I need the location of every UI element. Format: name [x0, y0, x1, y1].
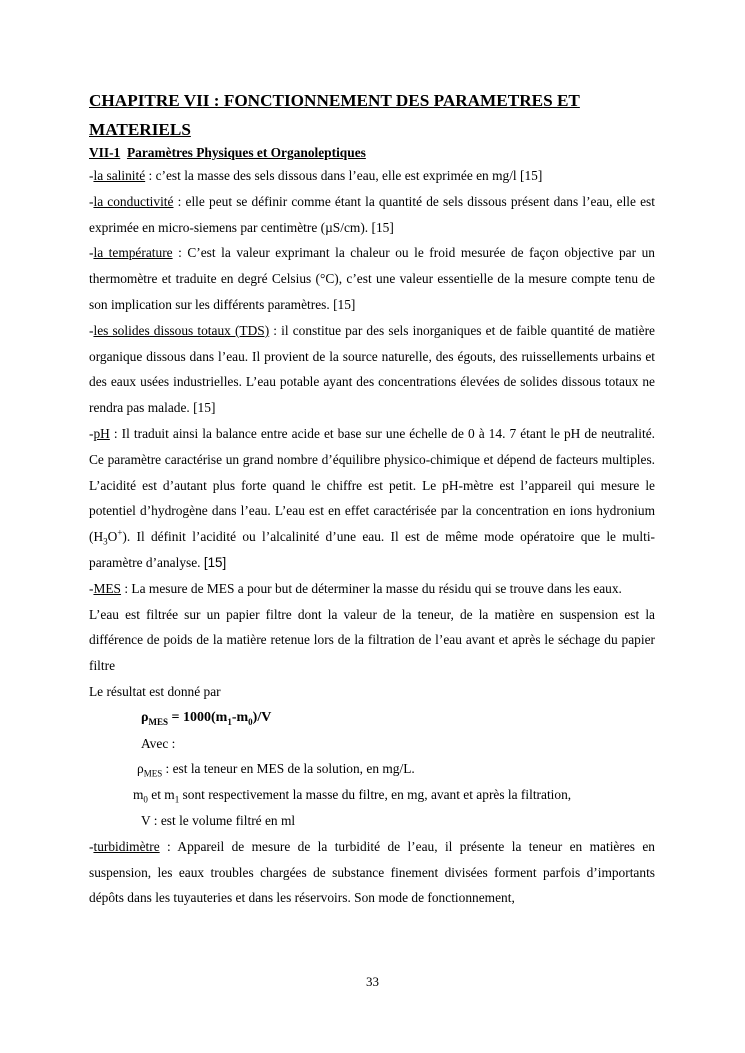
page-number: 33: [366, 974, 379, 989]
text-ph-a: : Il traduit ainsi la balance entre acide et base sur une échelle de 0 à 14. 7 étant le pH de neutralité. Ce paramètre caractérise un grand nombre d’équilibre physico-chimique et dépend de facteurs multiples. L’acidité est d’autant plus forte quand le chiffre est petit. Le pH-mètre est l’appareil qui mesure le potentiel d’hydrogène dans l’eau. L’eau est en effet caractérisée par la concentration en ions hydronium (H: [89, 425, 655, 545]
term-conductivite: la conductivité: [93, 193, 174, 209]
ph-sub: 3: [103, 536, 108, 547]
def-m-symbol: m: [133, 787, 144, 803]
mes-paragraph: L’eau est filtrée sur un papier filtre dont la valeur de la teneur, de la matière en suspension est la différence de poids de la matière retenue lors de la filtration de l’eau avant et après le séchage du papier filtre: [89, 606, 655, 674]
formula-rho-sub: MES: [148, 716, 169, 727]
definition-rho: [137, 756, 655, 782]
def-rho-symbol: ρ: [137, 761, 144, 777]
def-rho-sub: MES: [143, 769, 163, 779]
text-temperature: : C’est la valeur exprimant la chaleur ou le froid mesurée de façon objective par un thermomètre et traduite en degré Celsius (°C), c’est une valeur essentielle de la mesure compte tenu de son implication sur les différents paramètres. [15]: [89, 245, 655, 312]
term-salinite: la salinité: [93, 168, 146, 183]
term-temperature: la température: [93, 245, 173, 261]
item-turbidimetre: -turbidimètre : Appareil de mesure de la turbidité de l’eau, il présente la teneur en matières en suspension, les eaux troubles chargées de substance finement divisées forment parfois d’importants dépôts dans les tuyauteries et dans les réservoirs. Son mode de fonctionnement,: [89, 838, 655, 906]
term-mes: MES: [93, 580, 122, 596]
section-number: VII-1: [89, 145, 121, 160]
chapter-title: [89, 87, 655, 144]
text-turbidimetre: : Appareil de mesure de la turbidité de l’eau, il présente la teneur en matières en suspension, les eaux troubles chargées de substance finement divisées forment parfois d’importants dépôts dans les tuyauteries et dans les réservoirs. Son mode de fonctionnement,: [89, 838, 655, 906]
formula-eq: = 1000(m: [168, 709, 228, 725]
term-turbidimetre: turbidimètre: [93, 838, 160, 854]
result-intro: Le résultat est donné par: [89, 683, 221, 699]
text-ph-b: ). Il définit l’acidité ou l’alcalinité d’une eau. Il est de même mode opératoire que le multi-paramètre d’analyse.: [89, 529, 655, 570]
item-temperature: -la température : C’est la valeur exprimant la chaleur ou le froid mesurée de façon objective par un thermomètre et traduite en degré Celsius (°C), c’est une valeur essentielle de la mesure compte tenu de son implication sur les différents paramètres. [15]: [89, 245, 655, 312]
item-salinite: -la salinité : c’est la masse des sels dissous dans l’eau, elle est exprimée en mg/l [15]: [89, 168, 543, 183]
formula-m1-sub: 1: [227, 716, 232, 727]
def-m-text: sont respectivement la masse du filtre, en mg, avant et après la filtration,: [179, 787, 572, 803]
section-title: Paramètres Physiques et Organoleptiques: [126, 145, 366, 160]
document-page: [89, 87, 655, 911]
formula-m0-sub: 0: [248, 716, 253, 727]
def-rho-text: : est la teneur en MES de la solution, en mg/L.: [162, 761, 415, 777]
item-mes: -MES : La mesure de MES a pour but de déterminer la masse du résidu qui se trouve dans les eaux.: [89, 580, 622, 596]
def-m1-sub: 1: [174, 794, 180, 805]
term-tds: les solides dissous totaux (TDS): [93, 322, 270, 338]
mes-formula: [141, 705, 655, 731]
text-mes: : La mesure de MES a pour but de déterminer la masse du résidu qui se trouve dans les eaux.: [121, 580, 622, 596]
def-m-et: et m: [147, 787, 175, 803]
item-ph: -pH : Il traduit ainsi la balance entre acide et base sur une échelle de 0 à 14. 7 étant le pH de neutralité. Ce paramètre caractérise un grand nombre d’équilibre physico-chimique et dépend de facteurs multiples. L’acidité est d’autant plus forte quand le chiffre est petit. Le pH-mètre est l’appareil qui mesure le potentiel d’hydrogène dans l’eau. L’eau est en effet caractérisée par la concentration en ions hydronium $(H_3O^+)$. Il définit l’acidité ou l’alcalinité d’une eau. Il est de même mode opératoire que le multi-paramètre d’analyse. [15]: [89, 425, 655, 570]
text-salinite: : c’est la masse des sels dissous dans l’eau, elle est exprimée en mg/l [15]: [145, 168, 543, 183]
definition-volume: V : est le volume filtré en ml: [141, 812, 296, 828]
text-tds: : il constitue par des sels inorganiques et de faible quantité de matière organique dissous dans l’eau. Il provient de la source naturelle, des égouts, des ruissellements urbains et des eaux usées industrielles. L’eau potable ayant des concentrations élevées de solides dissous totaux ne rendra pas malade. [15]: [89, 322, 655, 416]
item-conductivite: -la conductivité : elle peut se définir comme étant la quantité de sels dissous présent dans l’eau, elle est exprimée en micro-siemens par centimètre (µS/cm). [15]: [89, 193, 655, 235]
formula-minus: -m: [231, 709, 249, 725]
term-ph: pH: [93, 425, 110, 441]
chapter-title-line1: CHAPITRE VII : FONCTIONNEMENT DES PARAMETRES ET: [89, 91, 580, 110]
item-tds: -les solides dissous totaux (TDS) : il constitue par des sels inorganiques et de faible quantité de matière organique dissous dans l’eau. Il provient de la source naturelle, des égouts, des ruissellements urbains et des eaux usées industrielles. L’eau potable ayant des concentrations élevées de solides dissous totaux ne rendra pas malade. [15]: [89, 322, 655, 416]
section-heading: [89, 144, 655, 161]
avec-label: Avec :: [141, 735, 176, 751]
formula-tail: )/V: [252, 709, 272, 725]
formula-rho: ρ: [141, 709, 149, 725]
definition-masses: [133, 782, 655, 808]
def-m0-sub: 0: [143, 794, 148, 805]
ph-ref: [15]: [203, 554, 227, 570]
ph-mid: O: [107, 529, 118, 545]
ph-sup: +: [117, 527, 123, 538]
text-conductivite: : elle peut se définir comme étant la quantité de sels dissous présent dans l’eau, elle est exprimée en micro-siemens par centimètre (µS/cm). [15]: [89, 193, 655, 235]
chapter-title-line2: MATERIELS: [89, 119, 191, 139]
